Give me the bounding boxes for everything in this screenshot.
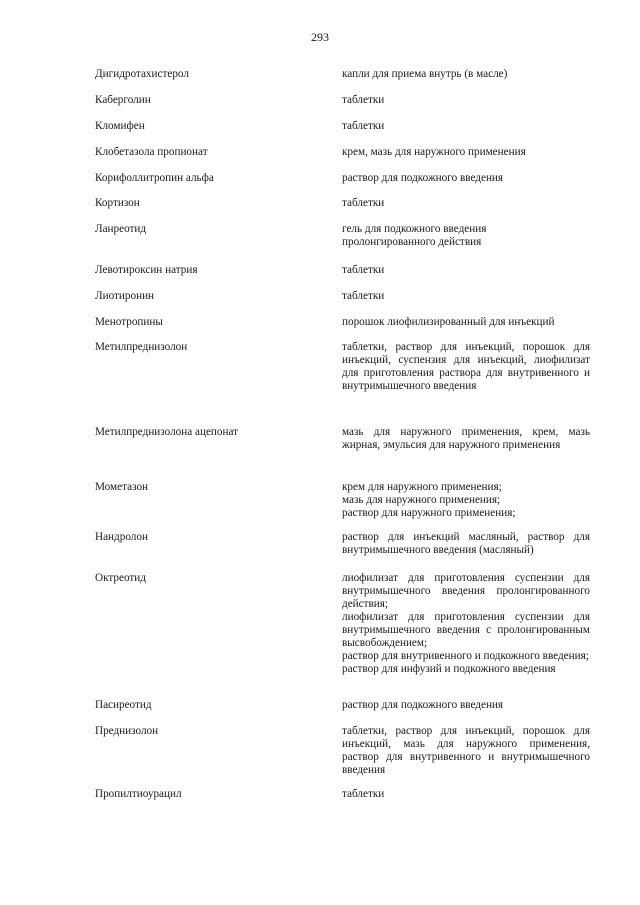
dosage-form: раствор для подкожного введения — [342, 699, 504, 711]
drug-name: Октреотид — [95, 572, 146, 584]
dosage-form: таблетки — [342, 788, 385, 800]
drug-name: Ланреотид — [95, 223, 147, 235]
drug-name: Кломифен — [95, 120, 145, 132]
page-number: 293 — [311, 30, 329, 44]
dosage-form: крем для наружного применения; — [342, 481, 502, 493]
dosage-form: мазь для наружного применения; — [342, 494, 501, 506]
drug-name: Метилпреднизолон — [95, 341, 188, 353]
dosage-form: раствор для наружного применения; — [342, 507, 516, 519]
dosage-form: таблетки — [342, 290, 385, 302]
dosage-form: таблетки — [342, 94, 385, 106]
drug-name: Пропилтиоурацил — [95, 788, 182, 800]
dosage-form: таблетки — [342, 264, 385, 276]
dosage-form: лиофилизат для приготовления суспензии для внутримышечного введения с пролонгированным высвобождением; — [342, 611, 590, 649]
drug-name: Мометазон — [95, 481, 149, 493]
drug-name: Менотропины — [95, 316, 163, 328]
dosage-form-list — [342, 481, 590, 520]
dosage-form: крем, мазь для наружного применения — [342, 146, 526, 158]
drug-name: Пасиреотид — [95, 699, 152, 711]
dosage-form: раствор для инъекций масляный, раствор для внутримышечного введения (масляный) — [342, 531, 590, 556]
dosage-form: раствор для подкожного введения — [342, 172, 504, 184]
dosage-form-list — [342, 572, 590, 676]
drug-name: Кортизон — [95, 197, 140, 209]
drug-name: Лиотиронин — [95, 290, 155, 302]
drug-name: Каберголин — [95, 94, 151, 106]
dosage-form: таблетки — [342, 197, 385, 209]
drug-name: Левотироксин натрия — [95, 264, 198, 276]
drug-name: Метилпреднизолона ацепонат — [95, 426, 239, 438]
dosage-form: мазь для наружного применения, крем, мазь жирная, эмульсия для наружного применения — [342, 426, 590, 451]
dosage-form: гель для подкожного введения пролонгированного действия — [342, 223, 487, 248]
dosage-form: раствор для инфузий и подкожного введения — [342, 663, 556, 675]
dosage-form: порошок лиофилизированный для инъекций — [342, 316, 555, 328]
drug-name: Нандролон — [95, 531, 148, 543]
drug-name: Преднизолон — [95, 725, 159, 737]
dosage-form: капли для приема внутрь (в масле) — [342, 68, 508, 80]
drug-name: Дигидротахистерол — [95, 68, 189, 80]
dosage-form: таблетки — [342, 120, 385, 132]
dosage-form: таблетки, раствор для инъекций, порошок для инъекций, суспензия для инъекций, лиофилизат для приготовления раствора для внутривенного и внутримышечного введения — [342, 341, 590, 392]
dosage-form: раствор для внутривенного и подкожного введения; — [342, 650, 589, 662]
drug-name: Корифоллитропин альфа — [95, 172, 214, 184]
drug-name: Клобетазола пропионат — [95, 146, 208, 158]
dosage-form: таблетки, раствор для инъекций, порошок для инъекций, мазь для наружного применения, раствор для внутривенного и внутримышечного введения — [342, 725, 590, 776]
dosage-form: лиофилизат для приготовления суспензии для внутримышечного введения пролонгированного действия; — [342, 572, 590, 610]
